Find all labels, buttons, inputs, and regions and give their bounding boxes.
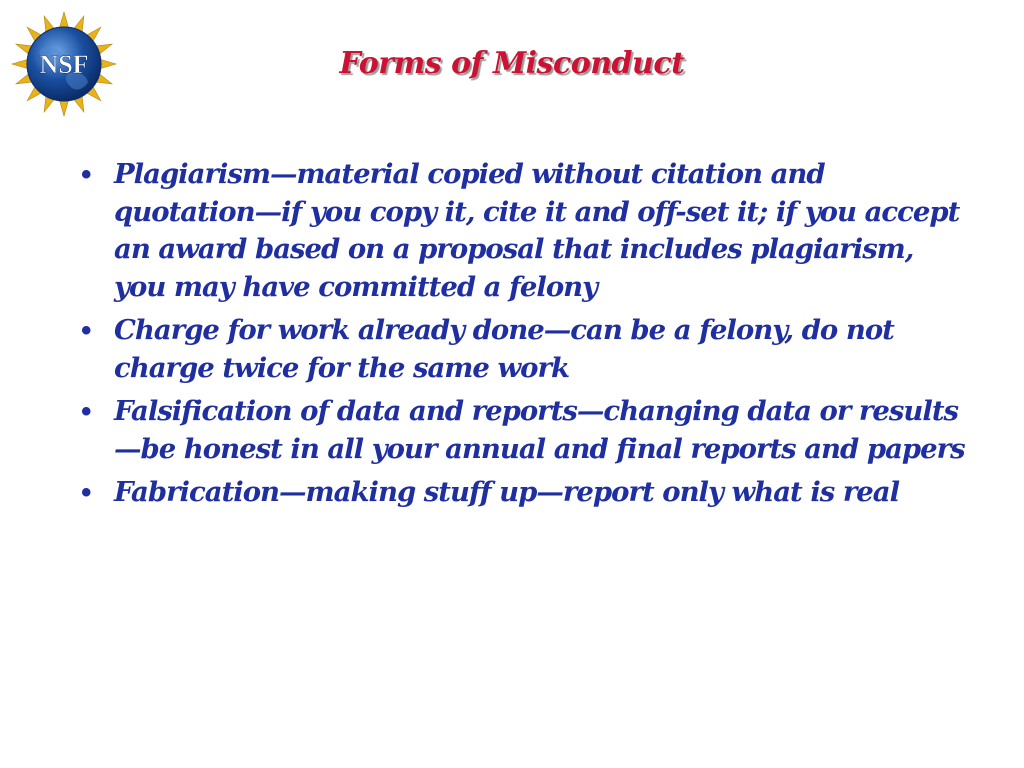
bullet-text: Fabrication—making stuff up—report only what is real (114, 476, 900, 508)
bullet-dot-icon: • (81, 395, 91, 428)
seal-ray (59, 12, 68, 28)
bullet-text: Falsification of data and reports—changing data or results —be honest in all your annual and final reports and papers (114, 395, 965, 465)
slide-title: Forms of Misconduct (339, 46, 685, 81)
bullet-text: Plagiarism—material copied without citation and quotation—if you copy it, cite it and off-set it; if you accept an award based on a proposal that includes plagiarism, you may have committed a felony (114, 158, 960, 303)
bullet-item (76, 156, 966, 306)
bullet-dot-icon: • (81, 476, 91, 509)
bullet-item (76, 312, 966, 387)
bullet-item (76, 474, 966, 512)
bullet-item (76, 393, 966, 468)
seal-ray (59, 100, 68, 116)
bullet-list (76, 156, 966, 518)
bullet-dot-icon: • (81, 314, 91, 347)
bullet-dot-icon: • (81, 158, 91, 191)
logo-text: NSF (39, 50, 89, 79)
bullet-text: Charge for work already done—can be a felony, do not charge twice for the same work (114, 314, 894, 384)
